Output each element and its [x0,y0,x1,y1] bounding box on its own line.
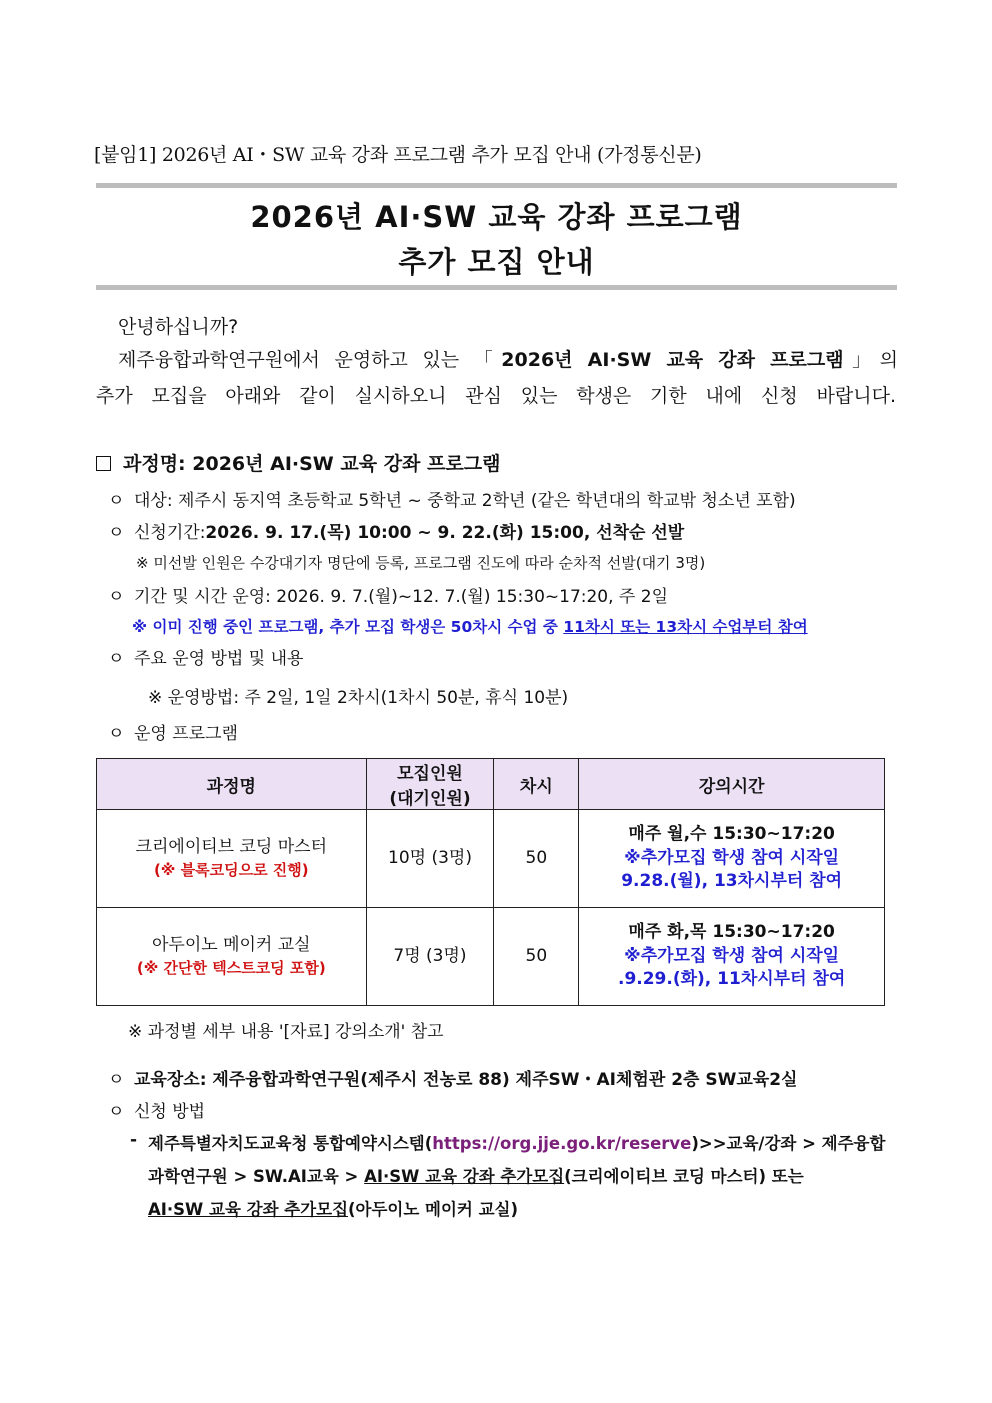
schedule-item [108,582,668,607]
method-text: 주요 운영 방법 및 내용 [134,649,304,669]
apply-line3-suffix: (아두이노 메이커 교실) [348,1200,519,1219]
lecture-time-cell [579,908,885,1006]
capacity-cell: 7명 (3명) [366,908,494,1006]
course-name-cell [97,810,367,908]
course-heading [96,449,500,476]
apply-heading: 신청 방법 [134,1102,206,1122]
header-capacity-line2: (대기인원) [389,789,471,809]
top-rule [96,183,897,188]
period-note: ※ 미선발 인원은 수강대기자 명단에 등록, 프로그램 진도에 따라 순차적 선발(대기 3명) [136,554,706,572]
table-header-row [97,759,885,810]
apply-line1 [148,1130,896,1154]
bullet-icon: ㅇ [108,649,125,669]
apply-line1-prefix: 제주특별자치도교육청 통합예약시스템( [148,1134,433,1153]
method-item [108,644,303,669]
apply-line2-suffix: (크리에이티브 코딩 마스터) 또는 [564,1167,804,1186]
sessions-cell: 50 [494,908,579,1006]
schedule-text: 기간 및 시간 운영: 2026. 9. 7.(월)~12. 7.(월) 15:30~17:20, 주 2일 [134,587,668,607]
attachment-line: [붙임1] 2026년 AI・SW 교육 강좌 프로그램 추가 모집 안내 (가정통신문) [94,144,702,166]
program-item [108,719,238,744]
bullet-icon: ㅇ [108,491,125,511]
intro-line1 [118,345,898,372]
page-title-line2: 추가 모집 안내 [398,245,595,279]
bullet-icon: ㅇ [108,587,125,607]
period-value: 2026. 9. 17.(목) 10:00 ~ 9. 22.(화) 15:00, 선착순 선발 [205,523,685,543]
course-name-note: (※ 블록코딩으로 진행) [153,860,309,879]
period-item [108,518,684,543]
lecture-time-note1: ※추가모집 학생 참여 시작일 [624,847,840,868]
lecture-time: 매주 화,목 15:30~17:20 [628,921,835,942]
apply-line2 [148,1163,896,1187]
apply-line1-suffix: )>>교육/강좌 > 제주융합 [691,1134,886,1153]
table-footnote: ※ 과정별 세부 내용 '[자료] 강의소개' 참고 [128,1022,444,1042]
bullet-icon: ㅇ [108,724,125,744]
reservation-url-link[interactable]: https://org.jje.go.kr/reserve [432,1134,692,1153]
table-row [97,908,885,1006]
recruit-link-creative[interactable]: AI·SW 교육 강좌 추가모집 [364,1167,565,1186]
bullet-icon: ㅇ [108,523,125,543]
apply-line2-prefix: 과학연구원 > SW.AI교육 > [148,1167,365,1186]
intro-line1-suffix: 」의 [843,349,898,371]
checkbox-icon [96,456,111,471]
bullet-icon: ㅇ [108,1070,125,1090]
intro-line2: 추가 모집을 아래와 같이 실시하오니 관심 있는 학생은 기한 내에 신청 바랍니다. [96,385,896,407]
header-sessions: 차시 [494,759,579,810]
target-item [108,486,796,511]
sessions-cell: 50 [494,810,579,908]
period-label: 신청기간: [134,523,206,543]
header-capacity-line1: 모집인원 [397,764,463,784]
header-capacity [366,759,494,810]
greeting-text: 안녕하십니까? [118,316,239,338]
schedule-note-underlined: 11차시 또는 13차시 수업부터 참여 [563,618,808,636]
lecture-time-cell [579,810,885,908]
header-course-name: 과정명 [97,759,367,810]
target-text: 대상: 제주시 동지역 초등학교 5학년 ~ 중학교 2학년 (같은 학년대의 학교밖 청소년 포함) [134,491,796,511]
apply-dash: - [130,1130,138,1150]
course-name: 크리에이티브 코딩 마스터 [135,837,328,858]
lecture-time-note2: 9.28.(월), 13차시부터 참여 [621,871,843,892]
location-item [108,1065,797,1090]
bottom-rule [96,285,897,290]
location-text: 교육장소: 제주융합과학연구원(제주시 전농로 88) 제주SW・AI체험관 2층 SW교육2실 [134,1070,798,1090]
program-text: 운영 프로그램 [134,724,238,744]
course-name-note: (※ 간단한 텍스트코딩 포함) [136,958,326,977]
intro-line1-prefix: 제주융합과학연구원에서 운영하고 있는 「 [118,349,502,371]
intro-program-name: 2026년 AI·SW 교육 강좌 프로그램 [501,349,844,371]
course-heading-text: 과정명: 2026년 AI·SW 교육 강좌 프로그램 [123,453,501,475]
table-row [97,810,885,908]
page-title-line1: 2026년 AI·SW 교육 강좌 프로그램 [250,200,743,234]
capacity-cell: 10명 (3명) [366,810,494,908]
lecture-time: 매주 월,수 15:30~17:20 [628,823,835,844]
apply-line3 [148,1196,896,1220]
apply-item [108,1097,205,1122]
course-name-cell [97,908,367,1006]
header-lecture-time: 강의시간 [579,759,885,810]
lecture-time-note2: .9.29.(화), 11차시부터 참여 [617,969,846,990]
course-name: 아두이노 메이커 교실 [151,935,311,956]
bullet-icon: ㅇ [108,1102,125,1122]
method-note: ※ 운영방법: 주 2일, 1일 2차시(1차시 50분, 휴식 10분) [148,688,569,708]
schedule-note [132,615,808,637]
schedule-note-prefix: ※ 이미 진행 중인 프로그램, 추가 모집 학생은 50차시 수업 중 [132,618,564,636]
lecture-time-note1: ※추가모집 학생 참여 시작일 [624,945,840,966]
program-table [96,758,885,1006]
recruit-link-arduino[interactable]: AI·SW 교육 강좌 추가모집 [148,1200,349,1219]
